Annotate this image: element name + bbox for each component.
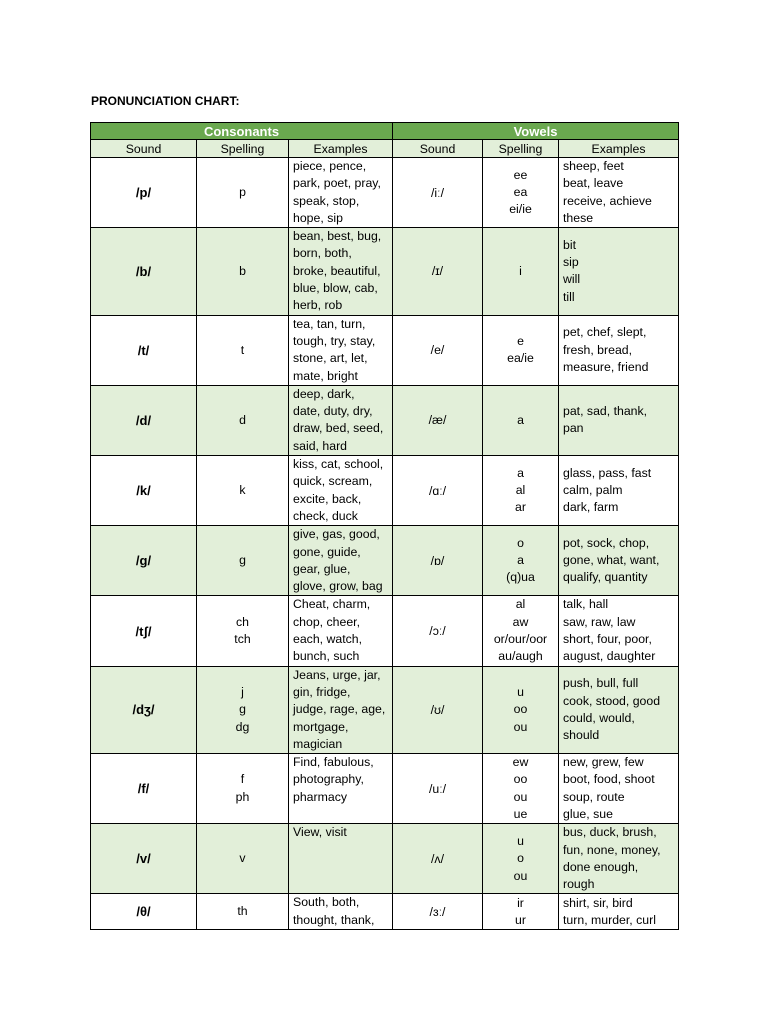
consonant-spelling-line: j: [241, 684, 244, 699]
consonant-sound: /g/: [91, 526, 197, 596]
vowel-examples-line: pot, sock, chop,: [563, 535, 650, 550]
vowel-sound: /ɔː/: [393, 596, 483, 666]
table-row: [91, 228, 679, 315]
vowel-examples: [559, 315, 679, 385]
consonant-spelling-line: b: [239, 263, 246, 278]
vowel-examples: [559, 754, 679, 824]
consonant-spelling-line: th: [237, 904, 248, 919]
consonant-examples-line: bunch, such: [293, 649, 360, 664]
consonant-examples-line: broke, beautiful,: [293, 263, 381, 278]
consonant-examples-line: said, hard: [293, 438, 348, 453]
vowel-examples-line: fresh, bread,: [563, 342, 633, 357]
vowel-spelling: [483, 894, 559, 930]
consonant-spelling-line: d: [239, 412, 246, 427]
vowel-examples: [559, 526, 679, 596]
vowel-spelling-line: a: [517, 412, 524, 427]
vowel-examples-line: gone, what, want,: [563, 553, 660, 568]
vowel-examples-line: new, grew, few: [563, 755, 644, 770]
vowel-examples-line: fun, none, money,: [563, 842, 661, 857]
vowel-examples-line: sheep, feet: [563, 159, 624, 173]
vowel-spelling-line: ir: [517, 895, 524, 910]
vowel-examples: [559, 158, 679, 228]
vowel-examples-line: bit: [563, 237, 576, 252]
consonant-spelling-line: g: [239, 702, 246, 717]
vowel-spelling-line: oo: [513, 772, 528, 787]
consonant-examples-line: draw, bed, seed,: [293, 421, 384, 436]
table-row: [91, 456, 679, 526]
consonant-examples-line: mate, bright: [293, 368, 358, 383]
table-row: [91, 596, 679, 666]
consonant-spelling: [197, 894, 289, 930]
consonant-examples-line: park, poet, pray,: [293, 176, 381, 191]
vowel-spelling-line: o: [517, 535, 524, 550]
vowel-spelling-line: ou: [513, 868, 528, 883]
vowel-examples-line: sip: [563, 255, 579, 270]
table-row: [91, 526, 679, 596]
vowel-spelling: [483, 385, 559, 455]
group-header-row: [91, 123, 679, 140]
consonant-examples-line: check, duck: [293, 508, 358, 523]
consonant-examples-line: South, both,: [293, 895, 360, 910]
vowel-examples-line: will: [563, 272, 581, 287]
consonant-sound: /θ/: [91, 894, 197, 930]
vowel-sound: /ʌ/: [393, 824, 483, 894]
consonant-examples-header: Examples: [289, 140, 393, 158]
vowel-sound: /ʊ/: [393, 666, 483, 753]
consonant-spelling-line: g: [239, 553, 246, 568]
vowel-examples-line: till: [563, 289, 575, 304]
vowel-examples-line: short, four, poor,: [563, 632, 652, 647]
consonant-sound-header: Sound: [91, 140, 197, 158]
vowel-spelling-line: ea/ie: [507, 351, 534, 366]
vowel-examples-line: should: [563, 728, 600, 743]
consonant-spelling: [197, 824, 289, 894]
consonant-examples-line: judge, rage, age,: [293, 702, 386, 717]
vowel-spelling-line: ur: [515, 912, 526, 927]
vowel-spelling-line: al: [515, 597, 526, 612]
vowel-spelling-line: (q)ua: [506, 570, 535, 585]
vowel-examples-line: could, would,: [563, 710, 635, 725]
consonant-examples-line: tough, try, stay,: [293, 333, 376, 348]
vowel-sound: /ɜː/: [393, 894, 483, 930]
vowel-spelling: [483, 158, 559, 228]
vowel-examples: [559, 596, 679, 666]
consonant-examples-line: glove, grow, bag: [293, 579, 383, 594]
vowel-examples-line: pet, chef, slept,: [563, 325, 647, 340]
vowel-sound-header: Sound: [393, 140, 483, 158]
consonant-examples-line: bean, best, bug,: [293, 229, 382, 244]
vowel-spelling: [483, 824, 559, 894]
consonant-sound: /t/: [91, 315, 197, 385]
consonant-examples: [289, 666, 393, 753]
consonant-examples-line: excite, back,: [293, 491, 362, 506]
vowel-sound: /e/: [393, 315, 483, 385]
vowel-examples: [559, 456, 679, 526]
vowel-examples-line: turn, murder, curl: [563, 912, 656, 927]
vowel-examples-line: glass, pass, fast: [563, 465, 652, 480]
consonant-examples: [289, 228, 393, 315]
vowel-spelling: [483, 754, 559, 824]
consonant-spelling-line: f: [240, 772, 245, 787]
consonant-sound: /dʒ/: [91, 666, 197, 753]
vowel-sound: /ɒ/: [393, 526, 483, 596]
consonant-spelling: [197, 666, 289, 753]
consonant-spelling-line: k: [239, 482, 246, 497]
vowel-spelling-line: ea: [513, 184, 528, 199]
vowel-examples-line: receive, achieve: [563, 193, 652, 208]
vowel-spelling-line: or/our/oor: [493, 632, 548, 647]
consonant-examples-line: stone, art, let,: [293, 351, 368, 366]
consonant-examples-line: each, watch,: [293, 632, 363, 647]
consonant-examples: [289, 754, 393, 824]
column-header-row: [91, 140, 679, 158]
vowel-examples-line: pan: [563, 421, 584, 436]
vowel-spelling-line: ew: [512, 755, 529, 770]
consonant-spelling-line: tch: [234, 632, 251, 647]
consonant-spelling: [197, 158, 289, 228]
vowel-examples-line: done enough,: [563, 859, 639, 874]
vowel-spelling-line: ei/ie: [509, 202, 532, 217]
consonant-examples: [289, 824, 393, 894]
consonant-examples-line: gear, glue,: [293, 561, 351, 576]
vowel-spelling-line: aw: [512, 614, 529, 629]
consonant-spelling: [197, 596, 289, 666]
vowel-spelling-line: e: [517, 333, 524, 348]
consonant-spelling: [197, 315, 289, 385]
vowel-examples-line: saw, raw, law: [563, 614, 636, 629]
vowel-examples-line: pat, sad, thank,: [563, 404, 648, 419]
vowel-spelling-line: a: [517, 553, 524, 568]
consonant-examples: [289, 894, 393, 930]
vowel-examples-line: glue, sue: [563, 806, 613, 821]
consonant-examples-line: piece, pence,: [293, 159, 367, 173]
consonant-spelling: [197, 228, 289, 315]
vowel-examples: [559, 385, 679, 455]
consonant-examples: [289, 456, 393, 526]
consonant-examples-line: date, duty, dry,: [293, 404, 373, 419]
consonant-sound: /f/: [91, 754, 197, 824]
vowel-examples-line: bus, duck, brush,: [563, 825, 657, 840]
vowel-spelling-line: au/augh: [498, 649, 543, 664]
consonant-spelling: [197, 754, 289, 824]
vowel-sound: /ɑː/: [393, 456, 483, 526]
vowel-examples-line: august, daughter: [563, 649, 656, 664]
vowel-examples-header: Examples: [559, 140, 679, 158]
vowel-examples-line: dark, farm: [563, 500, 619, 515]
vowel-examples-line: talk, hall: [563, 597, 609, 612]
consonant-sound: /p/: [91, 158, 197, 228]
consonant-examples-line: quick, scream,: [293, 474, 373, 489]
consonant-examples-line: give, gas, good,: [293, 527, 380, 542]
consonant-examples-line: gin, fridge,: [293, 684, 351, 699]
consonant-spelling: [197, 385, 289, 455]
vowel-examples-line: boot, food, shoot: [563, 772, 655, 787]
vowel-examples-line: rough: [563, 877, 595, 892]
consonant-sound: /b/: [91, 228, 197, 315]
table-row: [91, 666, 679, 753]
vowel-spelling-line: i: [519, 263, 522, 278]
consonant-examples-line: hope, sip: [293, 210, 343, 225]
consonant-examples-line: Find, fabulous,: [293, 755, 374, 770]
consonant-examples-line: tea, tan, turn,: [293, 316, 366, 331]
vowel-spelling-line: al: [515, 482, 526, 497]
consonant-examples: [289, 385, 393, 455]
vowel-sound: /æ/: [393, 385, 483, 455]
consonant-examples: [289, 596, 393, 666]
vowel-spelling-line: oo: [513, 702, 528, 717]
consonant-examples-line: deep, dark,: [293, 386, 355, 401]
vowel-examples-line: measure, friend: [563, 359, 649, 374]
vowel-examples-line: push, bull, full: [563, 676, 639, 691]
consonant-sound: /d/: [91, 385, 197, 455]
vowel-spelling: [483, 526, 559, 596]
vowel-examples-line: cook, stood, good: [563, 693, 661, 708]
vowel-sound: /iː/: [393, 158, 483, 228]
consonant-spelling-line: dg: [235, 719, 250, 734]
vowel-examples-line: beat, leave: [563, 176, 624, 191]
vowel-spelling: [483, 666, 559, 753]
vowel-examples: [559, 824, 679, 894]
consonant-sound: /v/: [91, 824, 197, 894]
vowels-header: Vowels: [393, 123, 679, 140]
consonant-examples-line: born, both,: [293, 246, 352, 261]
consonant-examples-line: speak, stop,: [293, 193, 360, 208]
table-row: [91, 894, 679, 930]
consonant-spelling: [197, 456, 289, 526]
vowel-spelling-header: Spelling: [483, 140, 559, 158]
consonant-examples-line: thought, thank,: [293, 912, 375, 927]
vowel-sound: /ɪ/: [393, 228, 483, 315]
consonant-spelling-line: ch: [236, 614, 249, 629]
consonant-examples-line: Cheat, charm,: [293, 597, 371, 612]
vowel-spelling: [483, 315, 559, 385]
vowel-examples-line: shirt, sir, bird: [563, 895, 633, 910]
pronunciation-table: [90, 122, 679, 930]
consonant-examples: [289, 315, 393, 385]
vowel-sound: /uː/: [393, 754, 483, 824]
consonant-examples-line: View, visit: [293, 825, 347, 840]
vowel-spelling-line: o: [517, 851, 524, 866]
table-row: [91, 824, 679, 894]
vowel-spelling: [483, 596, 559, 666]
vowel-examples: [559, 666, 679, 753]
table-row: [91, 158, 679, 228]
vowel-examples-line: qualify, quantity: [563, 570, 648, 585]
vowel-spelling-line: a: [517, 465, 524, 480]
consonant-spelling-line: v: [239, 851, 246, 866]
vowel-examples-line: these: [563, 210, 594, 225]
consonant-sound: /tʃ/: [91, 596, 197, 666]
vowel-spelling-line: ou: [513, 719, 528, 734]
consonant-spelling-header: Spelling: [197, 140, 289, 158]
vowel-spelling-line: ar: [515, 500, 526, 515]
consonant-spelling-line: p: [239, 184, 246, 199]
vowel-spelling-line: u: [517, 833, 524, 848]
consonant-sound: /k/: [91, 456, 197, 526]
vowel-spelling-line: u: [517, 684, 524, 699]
table-row: [91, 385, 679, 455]
vowel-spelling: [483, 228, 559, 315]
vowel-spelling-line: ue: [513, 806, 528, 821]
consonant-examples-line: Jeans, urge, jar,: [293, 667, 381, 682]
consonant-spelling-line: t: [240, 342, 245, 357]
consonant-spelling: [197, 526, 289, 596]
consonant-examples-line: chop, cheer,: [293, 614, 360, 629]
consonants-header: Consonants: [91, 123, 393, 140]
page-title: PRONUNCIATION CHART:: [91, 94, 240, 108]
consonant-examples: [289, 526, 393, 596]
consonant-examples-line: photography,: [293, 772, 364, 787]
vowel-examples-line: calm, palm: [563, 482, 623, 497]
vowel-examples: [559, 228, 679, 315]
consonant-spelling-line: ph: [235, 789, 250, 804]
vowel-spelling-line: ou: [513, 789, 528, 804]
table-row: [91, 315, 679, 385]
vowel-examples: [559, 894, 679, 930]
consonant-examples-line: pharmacy: [293, 789, 347, 804]
vowel-spelling-line: ee: [513, 167, 528, 182]
consonant-examples-line: kiss, cat, school,: [293, 457, 384, 472]
vowel-examples-line: soup, route: [563, 789, 625, 804]
consonant-examples-line: herb, rob: [293, 298, 343, 313]
table-row: [91, 754, 679, 824]
vowel-spelling: [483, 456, 559, 526]
consonant-examples-line: blue, blow, cab,: [293, 281, 378, 296]
consonant-examples: [289, 158, 393, 228]
consonant-examples-line: gone, guide,: [293, 544, 361, 559]
chart-body: [91, 158, 679, 930]
consonant-examples-line: magician: [293, 736, 343, 751]
consonant-examples-line: mortgage,: [293, 719, 349, 734]
